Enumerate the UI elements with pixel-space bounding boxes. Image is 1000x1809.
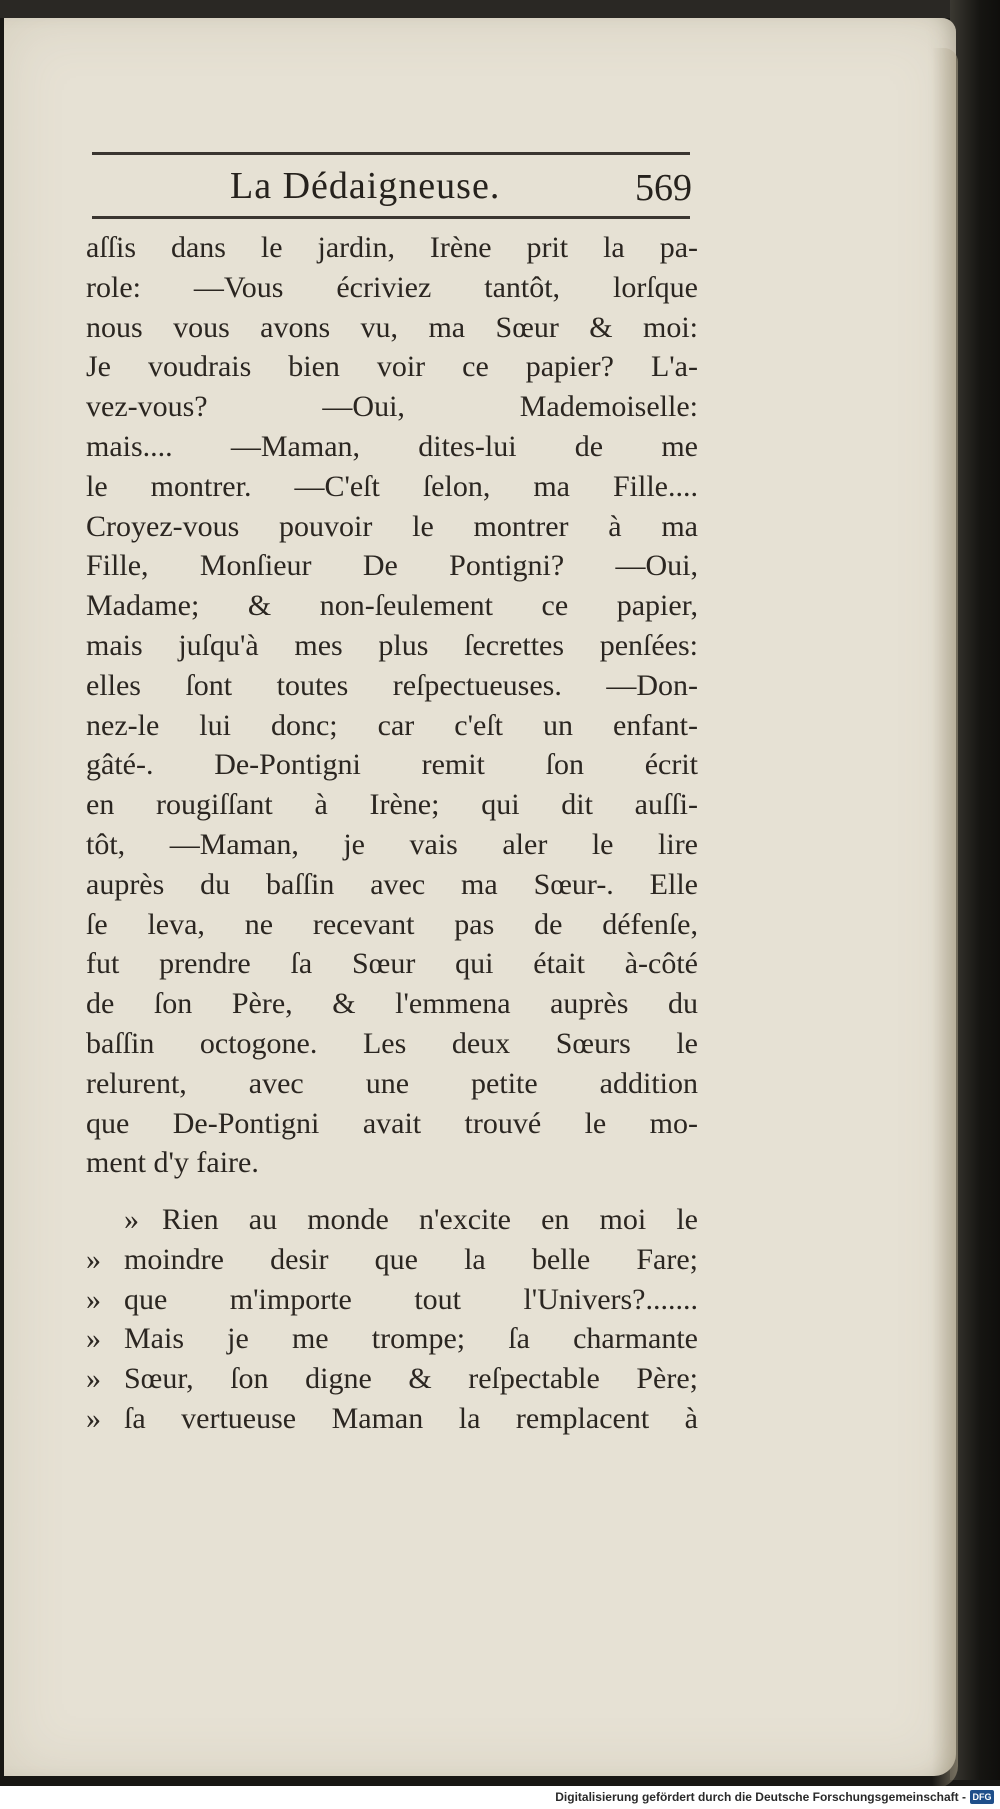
- text-line: role: —Vous écriviez tantôt, lorſque: [86, 270, 698, 304]
- text-line: ſe leva, ne recevant pas de défenſe,: [86, 907, 698, 941]
- guillemet-mark: »: [86, 1362, 101, 1396]
- text-line: nez-le lui donc; car c'eſt un enfant-: [86, 708, 698, 742]
- quote-text: ſa vertueuse Maman la remplacent à: [124, 1401, 698, 1435]
- text-line: baſſin octogone. Les deux Sœurs le: [86, 1026, 698, 1060]
- text-line: mais juſqu'à mes plus ſecrettes penſées:: [86, 628, 698, 662]
- text-line: ment d'y faire.: [86, 1146, 259, 1180]
- text-line: Fille, Monſieur De Pontigni? —Oui,: [86, 549, 698, 583]
- guillemet-mark: »: [86, 1282, 101, 1316]
- quote-text: Mais je me trompe; ſa charmante: [124, 1322, 698, 1356]
- text-line: de ſon Père, & l'emmena auprès du: [86, 987, 698, 1021]
- header-rule-bottom: [92, 216, 690, 219]
- text-line: aſſis dans le jardin, Irène prit la pa-: [86, 231, 698, 264]
- quote-text: Sœur, ſon digne & reſpectable Père;: [124, 1362, 698, 1396]
- quote-text: que m'importe tout l'Univers?.......: [124, 1282, 698, 1316]
- text-line: le montrer. —C'eſt ſelon, ma Fille....: [86, 469, 698, 503]
- text-line: auprès du baſſin avec ma Sœur-. Elle: [86, 867, 698, 901]
- text-line: mais.... —Maman, dites-lui de me: [86, 429, 698, 463]
- text-line: en rougiſſant à Irène; qui dit auſſi-: [86, 788, 698, 822]
- text-line: elles ſont toutes reſpectueuses. —Don-: [86, 668, 698, 702]
- guillemet-mark: »: [86, 1401, 101, 1435]
- quote-line: [86, 1200, 698, 1240]
- text-line: gâté-. De-Pontigni remit ſon écrit: [86, 748, 698, 782]
- text-line: relurent, avec une petite addition: [86, 1066, 698, 1100]
- quoted-passage: [86, 1200, 698, 1439]
- quote-line: [86, 1359, 698, 1399]
- text-line: Croyez-vous pouvoir le montrer à ma: [86, 509, 698, 543]
- guillemet-mark: »: [124, 1203, 139, 1236]
- quote-line: [86, 1319, 698, 1359]
- text-line: nous vous avons vu, ma Sœur & moi:: [86, 310, 698, 344]
- quote-text: moindre desir que la belle Fare;: [124, 1242, 698, 1276]
- text-line: Madame; & non-ſeulement ce papier,: [86, 589, 698, 623]
- digitization-credit: Digitalisierung gefördert durch die Deutsche Forschungsgemeinschaft -: [555, 1790, 966, 1804]
- text-line: vez-vous? —Oui, Mademoiselle:: [86, 390, 698, 424]
- dfg-logo: DFG: [970, 1790, 994, 1804]
- text-line: que De-Pontigni avait trouvé le mo-: [86, 1106, 698, 1140]
- running-head: La Dédaigneuse.: [230, 165, 501, 207]
- page-number: 569: [635, 167, 692, 209]
- quote-line: [86, 1240, 698, 1280]
- text-line: Je voudrais bien voir ce papier? L'a-: [86, 350, 698, 384]
- quote-text: Rien au monde n'excite en moi le: [162, 1203, 698, 1236]
- body-text: [86, 228, 698, 1183]
- quote-line: [86, 1280, 698, 1320]
- text-line: fut prendre ſa Sœur qui était à-côté: [86, 947, 698, 981]
- quote-line: [86, 1399, 698, 1439]
- page-edge-curl: [932, 48, 958, 1788]
- scan-top-edge: [0, 0, 1000, 18]
- header-rule-top: [92, 152, 690, 155]
- guillemet-mark: »: [86, 1322, 101, 1356]
- guillemet-mark: »: [86, 1242, 101, 1276]
- text-line: tôt, —Maman, je vais aler le lire: [86, 827, 698, 861]
